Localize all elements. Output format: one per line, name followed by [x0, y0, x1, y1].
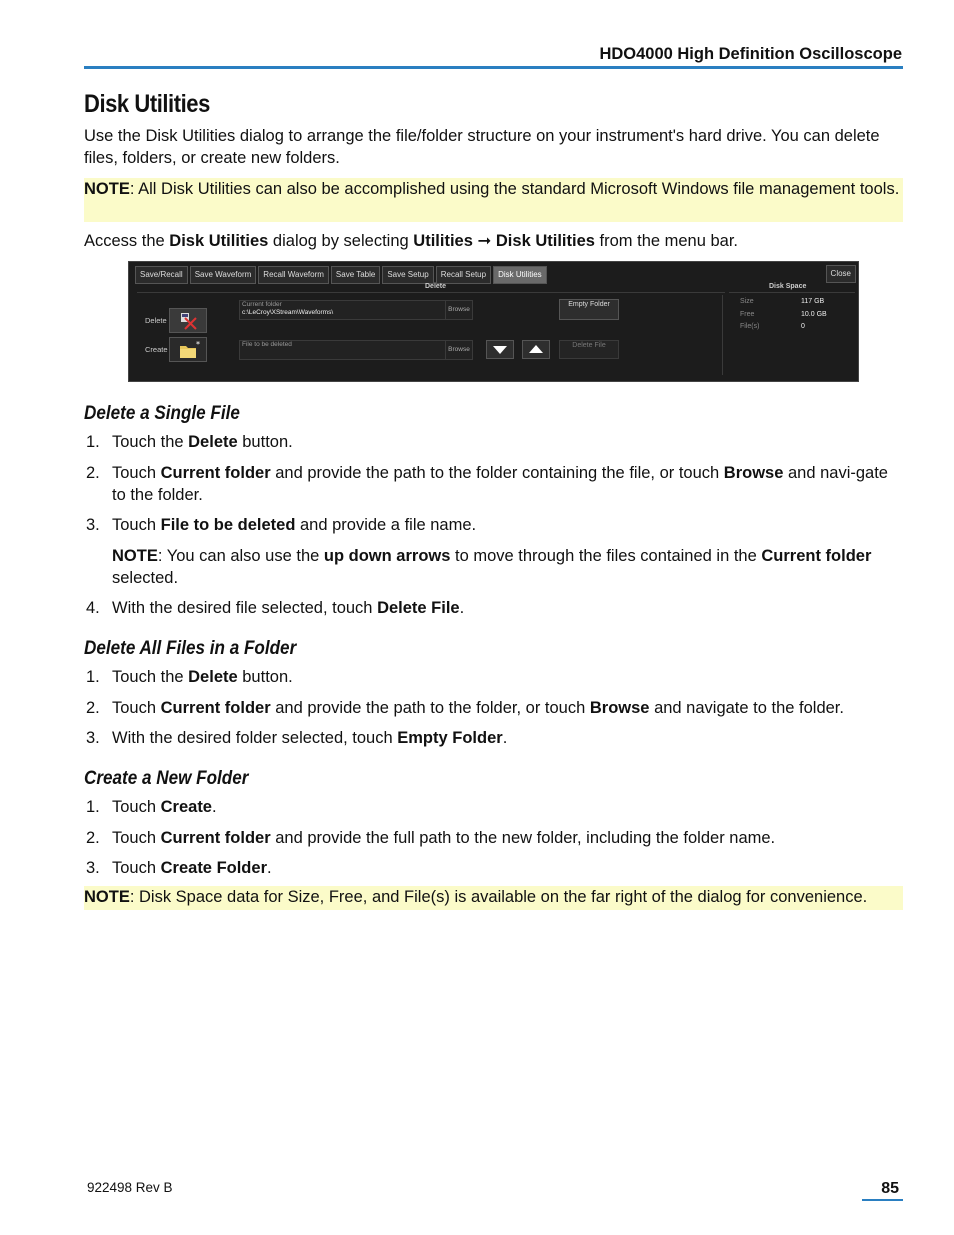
header-rule	[84, 66, 903, 69]
item-text: With the desired folder selected, touch	[112, 729, 398, 747]
disk-space-title: Disk Space	[769, 283, 807, 290]
disk-space-rule	[729, 292, 855, 293]
close-button[interactable]: Close	[826, 265, 856, 283]
tab-save-table[interactable]: Save Table	[331, 266, 380, 284]
item-text: Touch	[112, 798, 161, 816]
svg-text:*: *	[196, 340, 200, 349]
delete-file-icon	[170, 309, 206, 332]
file-to-delete-field[interactable]	[239, 340, 473, 360]
free-value: 10.0 GB	[801, 311, 827, 318]
item-text: .	[267, 859, 272, 877]
tab-disk-utilities[interactable]: Disk Utilities	[493, 266, 547, 284]
item-text: Touch	[112, 699, 161, 717]
item-text: and navigate to the folder.	[649, 699, 844, 717]
delete-button[interactable]	[169, 308, 207, 333]
access-text-2: dialog by selecting	[268, 232, 414, 250]
size-label: Size	[740, 298, 754, 305]
item-bold: Delete	[188, 668, 238, 686]
item-number: 3.	[86, 729, 100, 747]
up-arrow-icon	[523, 341, 549, 358]
size-value: 117 GB	[801, 298, 825, 305]
files-value: 0	[801, 323, 805, 330]
browse-button-1[interactable]: Browse	[445, 301, 472, 319]
document-number: 922498 Rev B	[87, 1180, 173, 1195]
item-number: 3.	[86, 859, 100, 877]
note-text: : All Disk Utilities can also be accomplished using the standard Microsoft Windows file management tools.	[129, 180, 900, 198]
access-bold-2: Utilities	[413, 232, 473, 250]
item-bold: Create	[160, 798, 212, 816]
item-text: and provide the path to the folder containing the file, or touch	[270, 464, 724, 482]
item-bold: Create Folder	[160, 859, 267, 877]
item-bold: Current folder	[160, 464, 271, 482]
running-header: HDO4000 High Definition Oscilloscope	[599, 45, 902, 63]
subsection-title-create-folder: Create a New Folder	[84, 768, 249, 789]
create-row-label: Create	[145, 345, 168, 354]
delete-row-label: Delete	[145, 316, 167, 325]
item-bold: Current folder	[160, 829, 271, 847]
access-text-1: Access the	[84, 232, 170, 250]
item-text: and provide the path to the folder, or touch	[270, 699, 590, 717]
tab-save-waveform[interactable]: Save Waveform	[190, 266, 257, 284]
create-button[interactable]	[169, 337, 207, 362]
item-text: .	[502, 729, 508, 747]
access-text-3: from the menu bar.	[594, 232, 739, 250]
current-folder-value: c:\LeCroy\XStream\Waveforms\	[242, 309, 334, 316]
item-text: and provide a file name.	[295, 516, 477, 534]
delete-file-button[interactable]: Delete File	[559, 340, 619, 359]
item-number: 2.	[86, 699, 100, 717]
item-text: Touch	[112, 516, 161, 534]
note-box-1	[84, 178, 903, 222]
item-text: Touch the	[112, 668, 189, 686]
tab-save-recall[interactable]: Save/Recall	[135, 266, 188, 284]
up-arrow-button[interactable]	[522, 340, 550, 359]
note-bold: Current folder	[761, 547, 872, 565]
item-number: 1.	[86, 433, 100, 451]
item-text: Touch	[112, 464, 161, 482]
note-label: NOTE	[84, 888, 130, 906]
access-bold-3: Disk Utilities	[495, 232, 595, 250]
item-text: button.	[237, 433, 293, 451]
dialog-tabs	[135, 266, 547, 284]
arrow-glyph: ➞	[472, 232, 496, 250]
page-number: 85	[881, 1180, 899, 1197]
subsection-title-delete-all: Delete All Files in a Folder	[84, 638, 297, 659]
delete-section-rule	[137, 292, 725, 293]
item-text: Touch the	[112, 433, 189, 451]
note-text: selected.	[112, 569, 179, 587]
item-number: 2.	[86, 829, 100, 847]
down-arrow-button[interactable]	[486, 340, 514, 359]
note-label: NOTE	[84, 180, 130, 198]
file-to-delete-caption: File to be deleted	[242, 341, 292, 348]
item-bold: Current folder	[160, 699, 271, 717]
item-text: Touch	[112, 859, 161, 877]
note-text: to move through the files contained in the	[450, 547, 762, 565]
item-number: 3.	[86, 516, 100, 534]
access-paragraph	[84, 230, 903, 252]
disk-utilities-dialog	[128, 261, 859, 382]
item-bold: Browse	[589, 699, 650, 717]
tab-recall-waveform[interactable]: Recall Waveform	[258, 266, 329, 284]
intro-paragraph: Use the Disk Utilities dialog to arrange the file/folder structure on your instrument's hard drive. You can delete files, folders, or create new folders.	[84, 127, 880, 167]
item-text: and navi-gate to the folder.	[112, 464, 888, 504]
item-text: .	[459, 599, 465, 617]
section-title: Disk Utilities	[84, 90, 210, 118]
note-text: : Disk Space data for Size, Free, and File(s) is available on the far right of the dialog for convenience.	[129, 888, 868, 906]
disk-space-separator	[722, 295, 723, 375]
browse-button-2[interactable]: Browse	[445, 341, 472, 359]
item-number: 2.	[86, 464, 100, 482]
note-label: NOTE	[112, 547, 158, 565]
item-bold: Delete File	[377, 599, 460, 617]
item-text: .	[212, 798, 217, 816]
access-bold-1: Disk Utilities	[169, 232, 269, 250]
new-folder-icon	[170, 338, 206, 361]
item-bold: Empty Folder	[397, 729, 503, 747]
current-folder-caption: Current folder	[242, 301, 282, 308]
tab-save-setup[interactable]: Save Setup	[382, 266, 433, 284]
item-text: and provide the full path to the new folder, including the folder name.	[270, 829, 776, 847]
delete-section-title: Delete	[425, 283, 447, 290]
item-bold: Browse	[723, 464, 784, 482]
files-label: File(s)	[740, 323, 760, 330]
item-number: 4.	[86, 599, 100, 617]
free-label: Free	[740, 311, 755, 318]
item-text: With the desired file selected, touch	[112, 599, 378, 617]
item-text: Touch	[112, 829, 161, 847]
item-number: 1.	[86, 798, 100, 816]
item-text: button.	[237, 668, 293, 686]
note-text: : You can also use the	[157, 547, 324, 565]
item-bold: Delete	[188, 433, 238, 451]
empty-folder-button[interactable]: Empty Folder	[559, 299, 619, 320]
note-box-2	[84, 886, 903, 910]
tab-recall-setup[interactable]: Recall Setup	[436, 266, 491, 284]
note-bold: up down arrows	[323, 547, 451, 565]
footer-rule	[862, 1199, 903, 1201]
down-arrow-icon	[487, 341, 513, 358]
item-number: 1.	[86, 668, 100, 686]
current-folder-field[interactable]	[239, 300, 473, 320]
subsection-title-delete-single: Delete a Single File	[84, 403, 240, 424]
item-bold: File to be deleted	[160, 516, 296, 534]
